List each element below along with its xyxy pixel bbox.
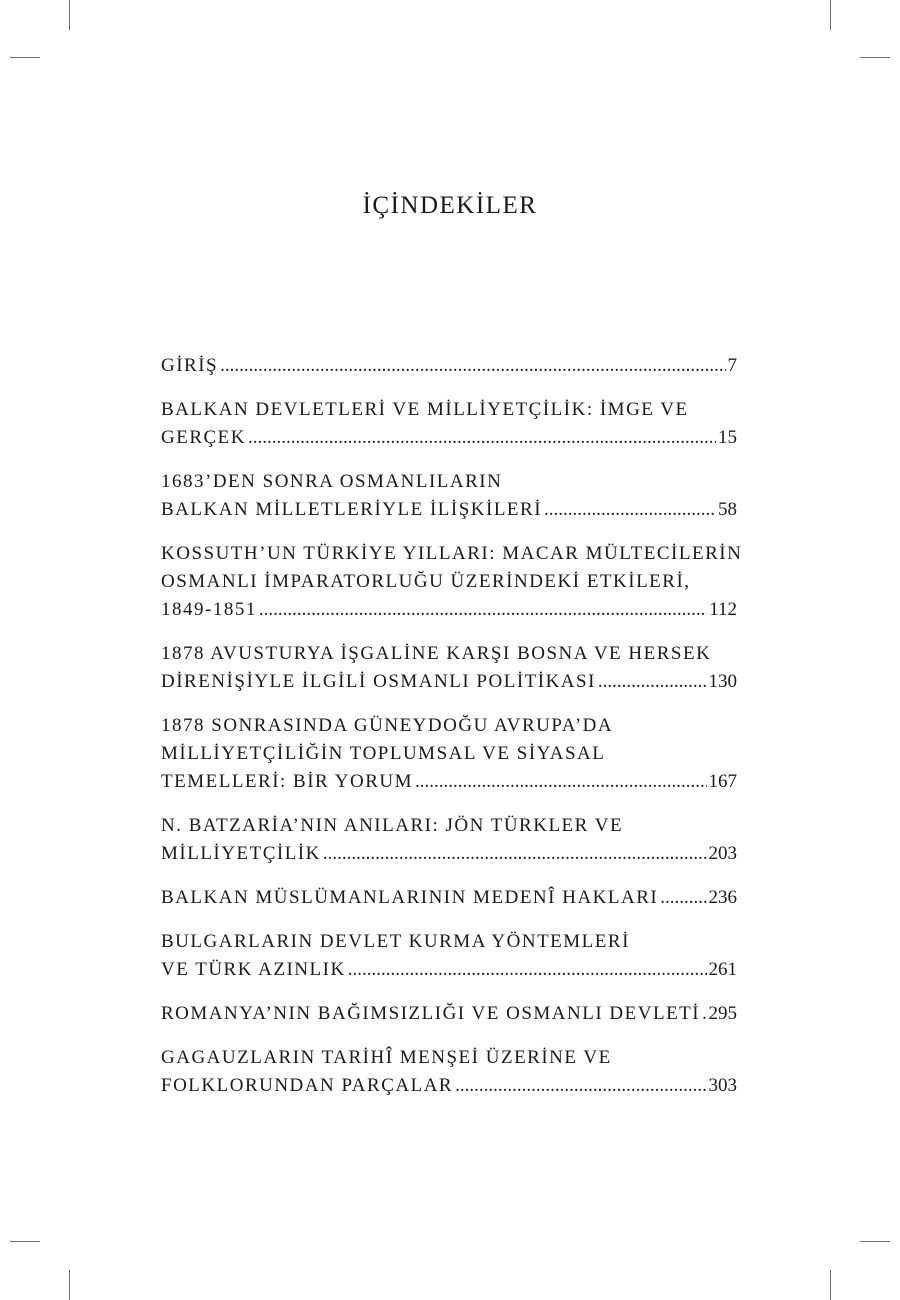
toc-page-number: 261 <box>708 959 737 980</box>
toc-entry-line <box>161 568 737 596</box>
toc-entry-last-line <box>161 840 737 868</box>
toc-entry <box>161 640 737 696</box>
crop-mark-left-top <box>10 57 40 58</box>
toc-entry <box>161 540 743 624</box>
toc-entry-title-text: TEMELLERİ: BİR YORUM <box>161 771 414 792</box>
toc-entry <box>161 396 737 452</box>
toc-page-number: 295 <box>708 1003 737 1024</box>
toc-entry <box>161 1044 737 1100</box>
crop-mark-top-right <box>830 0 831 30</box>
toc-entry-line <box>161 468 737 496</box>
toc-entry-title-text: BALKAN DEVLETLERİ VE MİLLİYETÇİLİK: İMGE VE <box>161 399 689 420</box>
toc-entry-last-line <box>161 668 737 696</box>
toc-entry-title-text: 1878 AVUSTURYA İŞGALİNE KARŞI BOSNA VE HERSEK <box>161 643 712 664</box>
toc-entry-line <box>161 712 737 740</box>
toc-entry <box>161 1000 737 1028</box>
toc-entry-title-text: 1683’DEN SONRA OSMANLILARIN <box>161 471 503 492</box>
toc-entry-title-text: MİLLİYETÇİLİĞİN TOPLUMSAL VE SİYASAL <box>161 743 606 764</box>
toc-entry-title-text: N. BATZARİA’NIN ANILARI: JÖN TÜRKLER VE <box>161 815 624 836</box>
toc-entry-title-text: KOSSUTH’UN TÜRKİYE YILLARI: MACAR MÜLTECİLERİN <box>161 543 743 564</box>
toc-page-number: 203 <box>708 843 737 864</box>
toc-entry-title-text: 1878 SONRASINDA GÜNEYDOĞU AVRUPA’DA <box>161 715 614 736</box>
toc-page-number: 112 <box>709 599 737 620</box>
dot-leader <box>220 352 725 380</box>
toc-entry <box>161 712 737 796</box>
toc-page-number: 130 <box>708 671 737 692</box>
page-title: İÇİNDEKİLER <box>362 192 538 219</box>
toc-entry-last-line <box>161 768 737 796</box>
toc-entry-last-line <box>161 956 737 984</box>
toc-entry-title-text: FOLKLORUNDAN PARÇALAR <box>161 1075 454 1096</box>
toc-entry <box>161 928 737 984</box>
toc-entry <box>161 352 737 380</box>
toc-entry-line <box>161 812 737 840</box>
dot-leader <box>598 668 707 696</box>
toc-page-number: 58 <box>718 499 737 520</box>
toc-entry-title-text: BALKAN MÜSLÜMANLARININ MEDENÎ HAKLARI <box>161 887 659 908</box>
table-of-contents <box>161 352 743 1116</box>
toc-entry-title-text: BALKAN MİLLETLERİYLE İLİŞKİLERİ <box>161 499 543 520</box>
toc-page-number: 236 <box>708 887 737 908</box>
toc-entry-line <box>161 740 737 768</box>
crop-mark-right-bottom <box>860 1241 890 1242</box>
dot-leader <box>660 884 706 912</box>
dot-leader <box>415 768 706 796</box>
toc-entry-title-text: MİLLİYETÇİLİK <box>161 843 321 864</box>
dot-leader <box>702 1000 706 1028</box>
toc-entry-title-text: GİRİŞ <box>161 355 219 376</box>
crop-mark-left-bottom <box>10 1241 40 1242</box>
toc-entry-title-text: VE TÜRK AZINLIK <box>161 959 346 980</box>
toc-entry <box>161 468 737 524</box>
dot-leader <box>248 424 716 452</box>
toc-entry-line <box>161 640 737 668</box>
crop-mark-bottom-right <box>830 1270 831 1300</box>
toc-entry <box>161 884 737 912</box>
crop-mark-top-left <box>69 0 70 30</box>
toc-entry-line <box>161 1044 737 1072</box>
toc-entry-line <box>161 540 743 568</box>
toc-entry-last-line <box>161 1000 737 1028</box>
dot-leader <box>323 840 707 868</box>
toc-entry-last-line <box>161 884 737 912</box>
toc-entry <box>161 812 737 868</box>
toc-entry-last-line <box>161 352 737 380</box>
crop-mark-right-top <box>860 57 890 58</box>
toc-entry-last-line <box>161 1072 737 1100</box>
toc-entry-last-line <box>161 496 737 524</box>
toc-page-number: 167 <box>708 771 737 792</box>
toc-entry-title-text: 1849-1851 <box>161 599 257 620</box>
dot-leader <box>259 596 707 624</box>
dot-leader <box>455 1072 706 1100</box>
crop-mark-bottom-left <box>69 1270 70 1300</box>
toc-entry-last-line <box>161 596 737 624</box>
toc-entry-title-text: OSMANLI İMPARATORLUĞU ÜZERİNDEKİ ETKİLERİ, <box>161 571 691 592</box>
toc-entry-title-text: BULGARLARIN DEVLET KURMA YÖNTEMLERİ <box>161 931 630 952</box>
toc-entry-title-text: GAGAUZLARIN TARİHÎ MENŞEİ ÜZERİNE VE <box>161 1047 612 1068</box>
toc-page-number: 303 <box>708 1075 737 1096</box>
toc-entry-line <box>161 928 737 956</box>
toc-entry-title-text: ROMANYA’NIN BAĞIMSIZLIĞI VE OSMANLI DEVLETİ <box>161 1003 701 1024</box>
toc-entry-last-line <box>161 424 737 452</box>
toc-entry-title-text: GERÇEK <box>161 427 246 448</box>
dot-leader <box>544 496 716 524</box>
dot-leader <box>348 956 707 984</box>
toc-page-number: 15 <box>718 427 737 448</box>
toc-entry-line <box>161 396 737 424</box>
toc-page-number: 7 <box>727 355 737 376</box>
toc-entry-title-text: DİRENİŞİYLE İLGİLİ OSMANLI POLİTİKASI <box>161 671 596 692</box>
